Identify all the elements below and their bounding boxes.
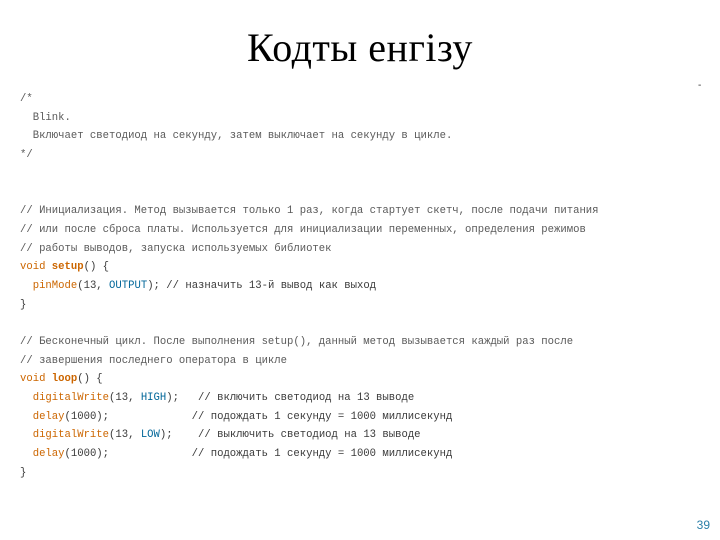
code-token: (13, [109, 429, 141, 442]
code-token: (13, [77, 279, 110, 292]
code-token: */ [20, 149, 33, 162]
code-token [20, 411, 33, 423]
code-token: Blink. [20, 111, 71, 124]
code-token: digitalWrite [32, 429, 110, 442]
code-line [20, 202, 710, 221]
code-token: setup [51, 261, 84, 274]
code-line [20, 109, 710, 128]
code-token: ); // выключить светодиод на 13 выводе [159, 429, 421, 442]
code-token: ); // включить светодиод на 13 выводе [166, 392, 415, 404]
code-line [20, 314, 710, 333]
code-token: // или после сброса платы. Используется для инициализации переменных, определения режимов [20, 223, 586, 236]
code-line [20, 183, 710, 202]
code-token: } [20, 466, 27, 479]
code-token: (1000); // подождать 1 секунду = 1000 миллисекунд [64, 410, 453, 423]
code-line [20, 296, 710, 315]
code-token: // работы выводов, запуска используемых библиотек [20, 242, 332, 255]
code-block [20, 90, 710, 482]
code-token: digitalWrite [32, 392, 110, 404]
code-token [20, 448, 33, 460]
code-line [20, 352, 710, 371]
code-token: delay [32, 410, 65, 423]
code-token: pinMode [32, 279, 78, 292]
code-line [20, 445, 710, 464]
code-line [20, 146, 710, 165]
page-number: 39 [696, 518, 710, 532]
code-token: // Инициализация. Метод вызывается только 1 раз, когда стартует скетч, после подачи питания [20, 205, 599, 218]
code-token: // Бесконечный цикл. После выполнения setup(), данный метод вызывается каждый раз после [20, 335, 574, 348]
code-token: () { [83, 261, 110, 274]
code-line [20, 370, 710, 389]
code-token: loop [51, 373, 78, 386]
code-token: LOW [140, 429, 160, 442]
code-line [20, 240, 710, 259]
code-token: OUTPUT [109, 279, 148, 292]
slide-title: Кодты енгізу [247, 25, 473, 70]
code-line [20, 426, 710, 445]
code-line [20, 165, 710, 184]
code-token [20, 392, 33, 404]
code-token: // завершения последнего оператора в цикле [20, 354, 288, 367]
code-token: Включает светодиод на секунду, затем выключает на секунду в цикле. [20, 130, 453, 143]
code-token: void [20, 261, 46, 274]
code-token [20, 429, 33, 441]
code-token: () { [77, 373, 103, 386]
code-line [20, 333, 710, 352]
code-token: } [20, 298, 27, 311]
code-token: delay [32, 448, 65, 461]
code-token: /* [20, 93, 33, 105]
code-token: void [20, 373, 46, 386]
code-line [20, 408, 710, 427]
code-token: (13, [109, 392, 141, 404]
code-token: HIGH [140, 392, 167, 404]
code-line [20, 90, 710, 109]
code-line [20, 277, 710, 296]
code-line [20, 127, 710, 146]
code-line [20, 258, 710, 277]
code-token: (1000); // подождать 1 секунду = 1000 миллисекунд [64, 448, 453, 461]
code-token: ); // назначить 13-й вывод как выход [147, 279, 377, 292]
code-token [20, 280, 33, 292]
code-line [20, 464, 710, 483]
code-line [20, 221, 710, 240]
dash-mark: - [698, 80, 702, 91]
code-line [20, 389, 710, 408]
